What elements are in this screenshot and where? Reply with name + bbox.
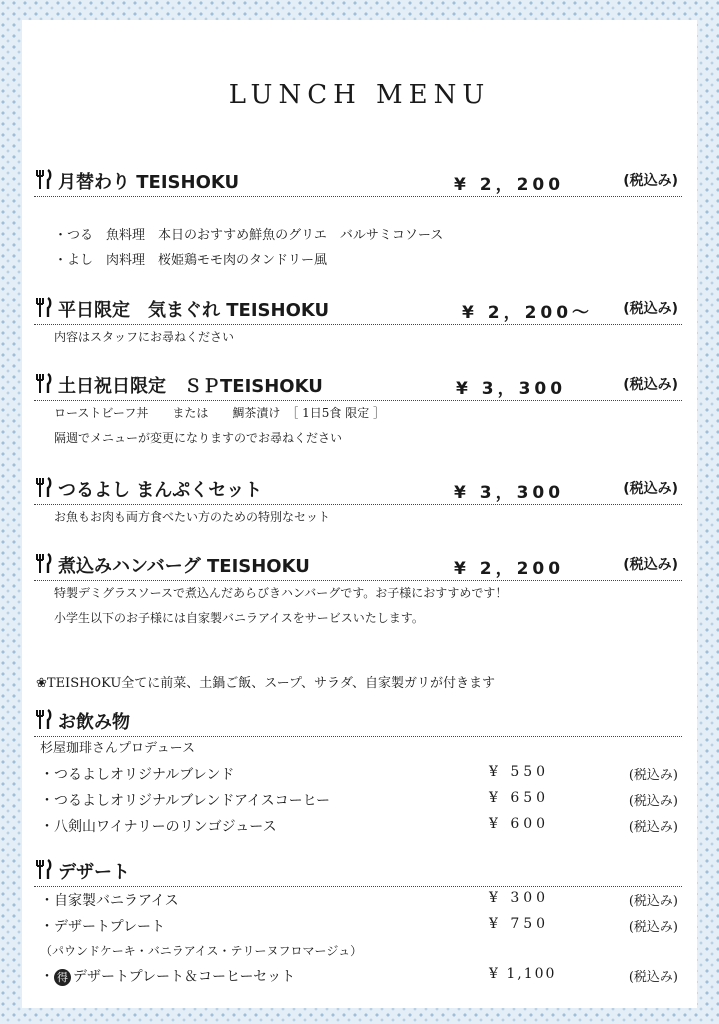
- section-header: [34, 476, 682, 505]
- item-name-text: デザートプレート＆コーヒーセット: [73, 969, 296, 985]
- description-line: 隔週でメニューが変更になりますのでお尋ねください: [54, 431, 343, 445]
- tax-label: (税込み): [623, 377, 678, 393]
- tax-label: (税込み): [623, 481, 678, 497]
- page-title: LUNCH MENU: [228, 80, 491, 110]
- menu-section-hamburg: [34, 552, 682, 631]
- section-header: [34, 372, 682, 401]
- drinks-section: [34, 708, 682, 839]
- section-price: ¥ 3，300: [456, 379, 567, 399]
- section-title: つるよし まんぷくセット: [58, 480, 263, 501]
- item-price: ¥ 750: [489, 916, 550, 932]
- tax-label: (税込み): [628, 894, 678, 909]
- menu-page: [22, 20, 697, 1008]
- section-title: お飲み物: [58, 712, 130, 733]
- item-price: ¥ 650: [489, 790, 550, 806]
- tax-label: (税込み): [628, 970, 678, 985]
- item-prefix: ・: [40, 969, 54, 985]
- item-name: ・デザートプレート: [40, 919, 166, 935]
- item-name: ・つるよしオリジナルブレンド: [40, 767, 235, 783]
- drink-item: [34, 813, 682, 839]
- item-name: ・八剣山ワイナリーのリンゴジュース: [40, 819, 277, 835]
- section-price: ¥ 2，200～: [462, 303, 594, 323]
- section-header: [34, 296, 682, 325]
- menu-section-weekend: [34, 372, 682, 451]
- section-title: 土日祝日限定 ＳＰTEISHOKU: [58, 376, 323, 397]
- menu-section-weekday: [34, 296, 682, 350]
- fork-knife-icon: [34, 476, 54, 498]
- description-line: 特製デミグラスソースで煮込んだあらびきハンバーグです。お子様におすすめです！: [54, 586, 508, 600]
- item-price: ¥ 550: [489, 764, 550, 780]
- section-price: ¥ 2，200: [454, 175, 565, 195]
- section-title: デザート: [58, 862, 130, 883]
- description-line: ・よし 肉料理 桜姫鶏モモ肉のタンドリー風: [54, 253, 328, 268]
- dessert-section: [34, 858, 682, 989]
- tax-label: (税込み): [623, 301, 678, 317]
- menu-section-monthly: [34, 168, 682, 273]
- item-name: [40, 966, 295, 986]
- teishoku-note: ❀TEISHOKU全てに前菜、土鍋ご飯、スープ、サラダ、自家製ガリが付きます: [36, 676, 496, 691]
- tax-label: (税込み): [623, 173, 678, 189]
- section-header: [34, 858, 682, 887]
- section-header: [34, 552, 682, 581]
- section-title: 煮込みハンバーグ TEISHOKU: [58, 556, 310, 577]
- tax-label: (税込み): [628, 794, 678, 809]
- fork-knife-icon: [34, 858, 54, 880]
- description-line: お魚もお肉も両方食べたい方のための特別なセット: [54, 510, 331, 524]
- dessert-item: [34, 887, 682, 913]
- section-title: 月替わり TEISHOKU: [58, 172, 240, 193]
- tax-label: (税込み): [628, 768, 678, 783]
- fork-knife-icon: [34, 708, 54, 730]
- section-price: ¥ 2，200: [454, 559, 565, 579]
- section-price: ¥ 3，300: [454, 483, 565, 503]
- description-line: ・つる 魚料理 本日のおすすめ鮮魚のグリエ バルサミコソース: [54, 228, 444, 243]
- fork-knife-icon: [34, 168, 54, 190]
- fork-knife-icon: [34, 552, 54, 574]
- description-line: 小学生以下のお子様には自家製バニラアイスをサービスいたします。: [54, 611, 424, 625]
- tax-label: (税込み): [628, 820, 678, 835]
- item-name: ・つるよしオリジナルブレンドアイスコーヒー: [40, 793, 331, 809]
- item-price: ¥ 1,100: [489, 966, 557, 982]
- item-price: ¥ 600: [489, 816, 550, 832]
- dessert-set-item: [34, 963, 682, 989]
- description-line: 内容はスタッフにお尋ねください: [54, 330, 235, 344]
- description-line: ローストビーフ丼 または 鯛茶漬け ［ 1日5食 限定 ］: [54, 406, 386, 420]
- item-name: ・自家製バニラアイス: [40, 893, 179, 909]
- value-badge-icon: 得: [54, 969, 71, 986]
- fork-knife-icon: [34, 296, 54, 318]
- section-title: 平日限定 気まぐれ TEISHOKU: [58, 300, 330, 321]
- tax-label: (税込み): [628, 920, 678, 935]
- item-price: ¥ 300: [489, 890, 550, 906]
- fork-knife-icon: [34, 372, 54, 394]
- drink-item: [34, 761, 682, 787]
- drinks-subtitle: 杉屋珈琲さんプロデュース: [40, 741, 195, 756]
- section-header: [34, 708, 682, 737]
- drink-item: [34, 787, 682, 813]
- section-header: [34, 168, 682, 197]
- plate-detail: （パウンドケーキ・バニラアイス・テリーヌフロマージュ）: [40, 944, 363, 958]
- tax-label: (税込み): [623, 557, 678, 573]
- menu-section-manpuku: [34, 476, 682, 530]
- dessert-item: [34, 913, 682, 939]
